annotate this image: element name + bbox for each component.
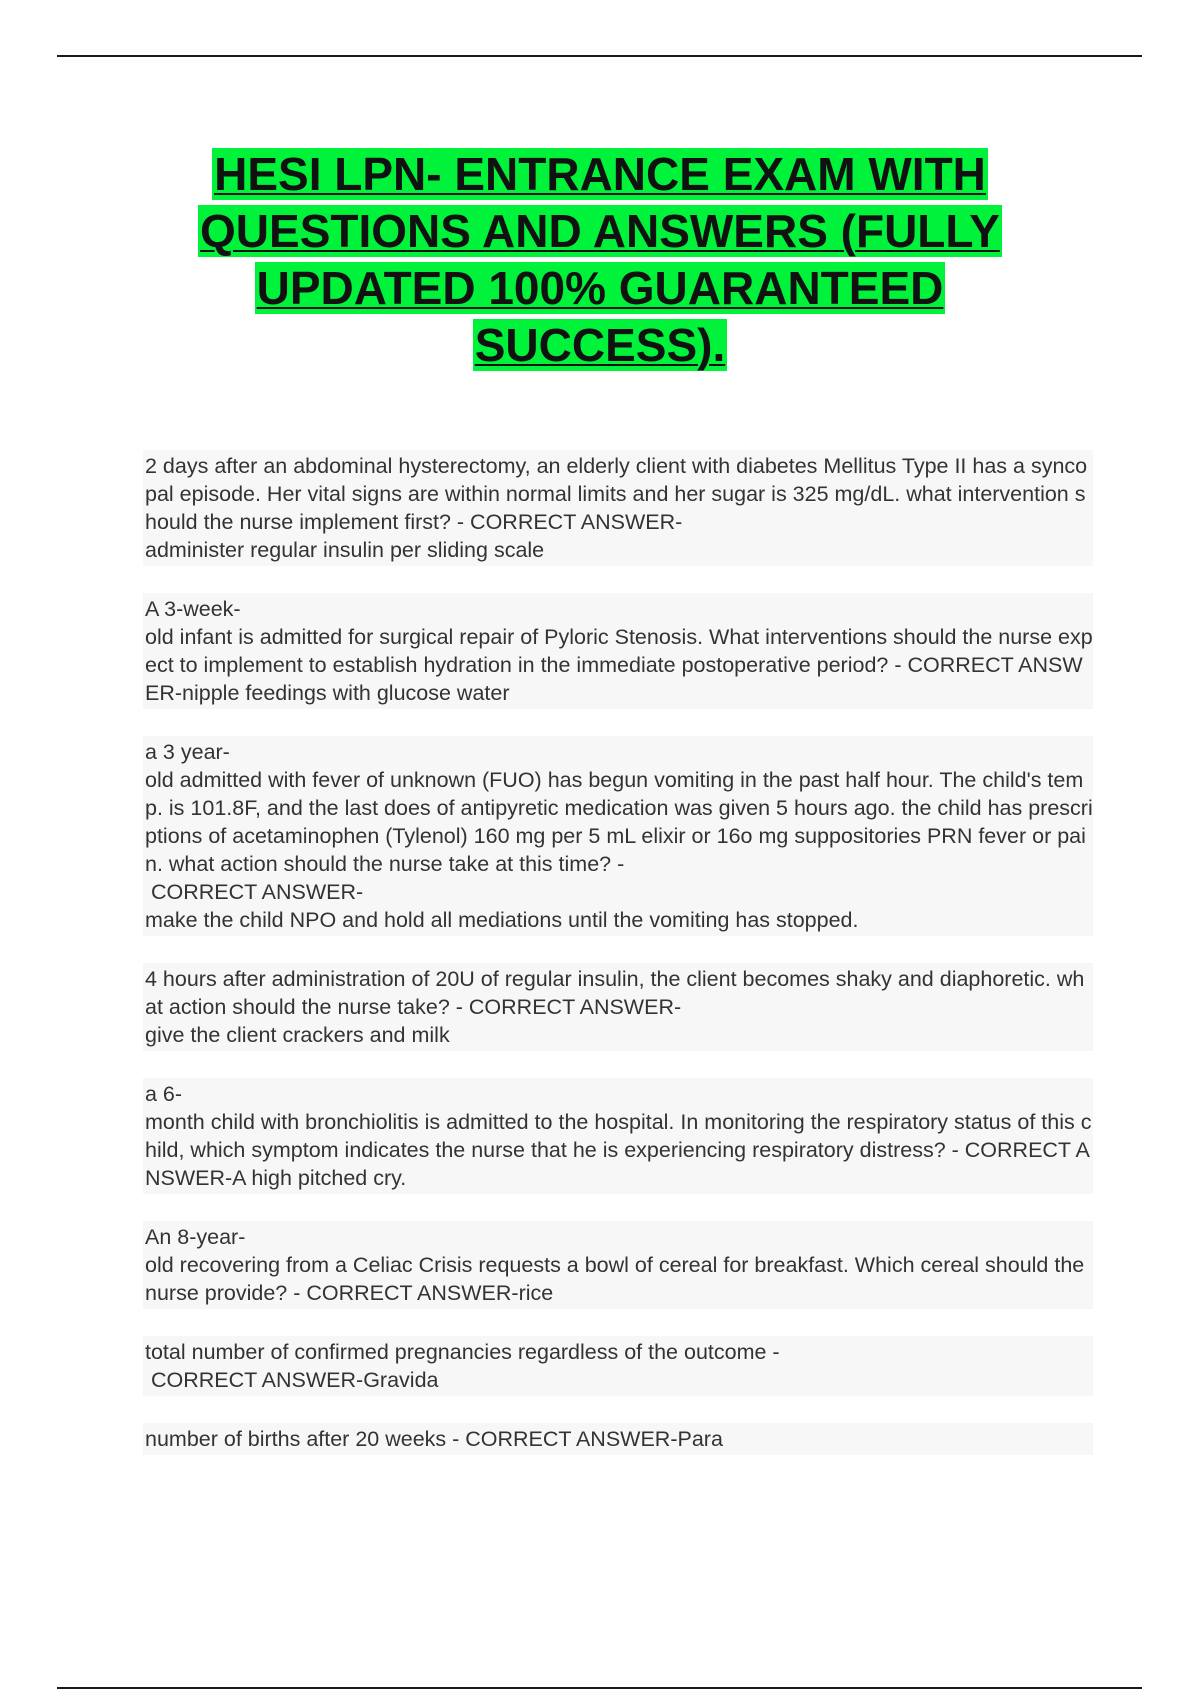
bottom-rule <box>57 1687 1142 1689</box>
qa-item: a 6- month child with bronchiolitis is admitted to the hospital. In monitoring the respiratory status of this child, which symptom indicates the nurse that he is experiencing respiratory distress? - CORRECT ANSWER-A high pitched cry. <box>143 1078 1093 1194</box>
title-block <box>150 146 1050 374</box>
qa-item: 2 days after an abdominal hysterectomy, an elderly client with diabetes Mellitus Type II has a syncopal episode. Her vital signs are within normal limits and her sugar is 325 mg/dL. what intervention should the nurse implement first? - CORRECT ANSWER- administer regular insulin per sliding scale <box>143 450 1093 566</box>
qa-item: total number of confirmed pregnancies regardless of the outcome - CORRECT ANSWER-Gravida <box>143 1336 1093 1396</box>
qa-item: number of births after 20 weeks - CORRECT ANSWER-Para <box>143 1423 1093 1455</box>
qa-item: 4 hours after administration of 20U of regular insulin, the client becomes shaky and diaphoretic. what action should the nurse take? - CORRECT ANSWER- give the client crackers and milk <box>143 963 1093 1051</box>
qa-list <box>143 450 1093 1482</box>
top-rule <box>57 55 1142 57</box>
document-title: HESI LPN- ENTRANCE EXAM WITH QUESTIONS AND ANSWERS (FULLY UPDATED 100% GUARANTEED SUCCESS). <box>200 148 1000 371</box>
qa-item: An 8-year- old recovering from a Celiac Crisis requests a bowl of cereal for breakfast. Which cereal should the nurse provide? - CORRECT ANSWER-rice <box>143 1221 1093 1309</box>
qa-item: A 3-week- old infant is admitted for surgical repair of Pyloric Stenosis. What interventions should the nurse expect to implement to establish hydration in the immediate postoperative period? - CORRECT ANSWER-nipple feedings with glucose water <box>143 593 1093 709</box>
qa-item: a 3 year- old admitted with fever of unknown (FUO) has begun vomiting in the past half hour. The child's temp. is 101.8F, and the last does of antipyretic medication was given 5 hours ago. the child has prescriptions of acetaminophen (Tylenol) 160 mg per 5 mL elixir or 16o mg suppositories PRN fever or pain. what action should the nurse take at this time? - CORRECT ANSWER- make the child NPO and hold all mediations until the vomiting has stopped. <box>143 736 1093 936</box>
